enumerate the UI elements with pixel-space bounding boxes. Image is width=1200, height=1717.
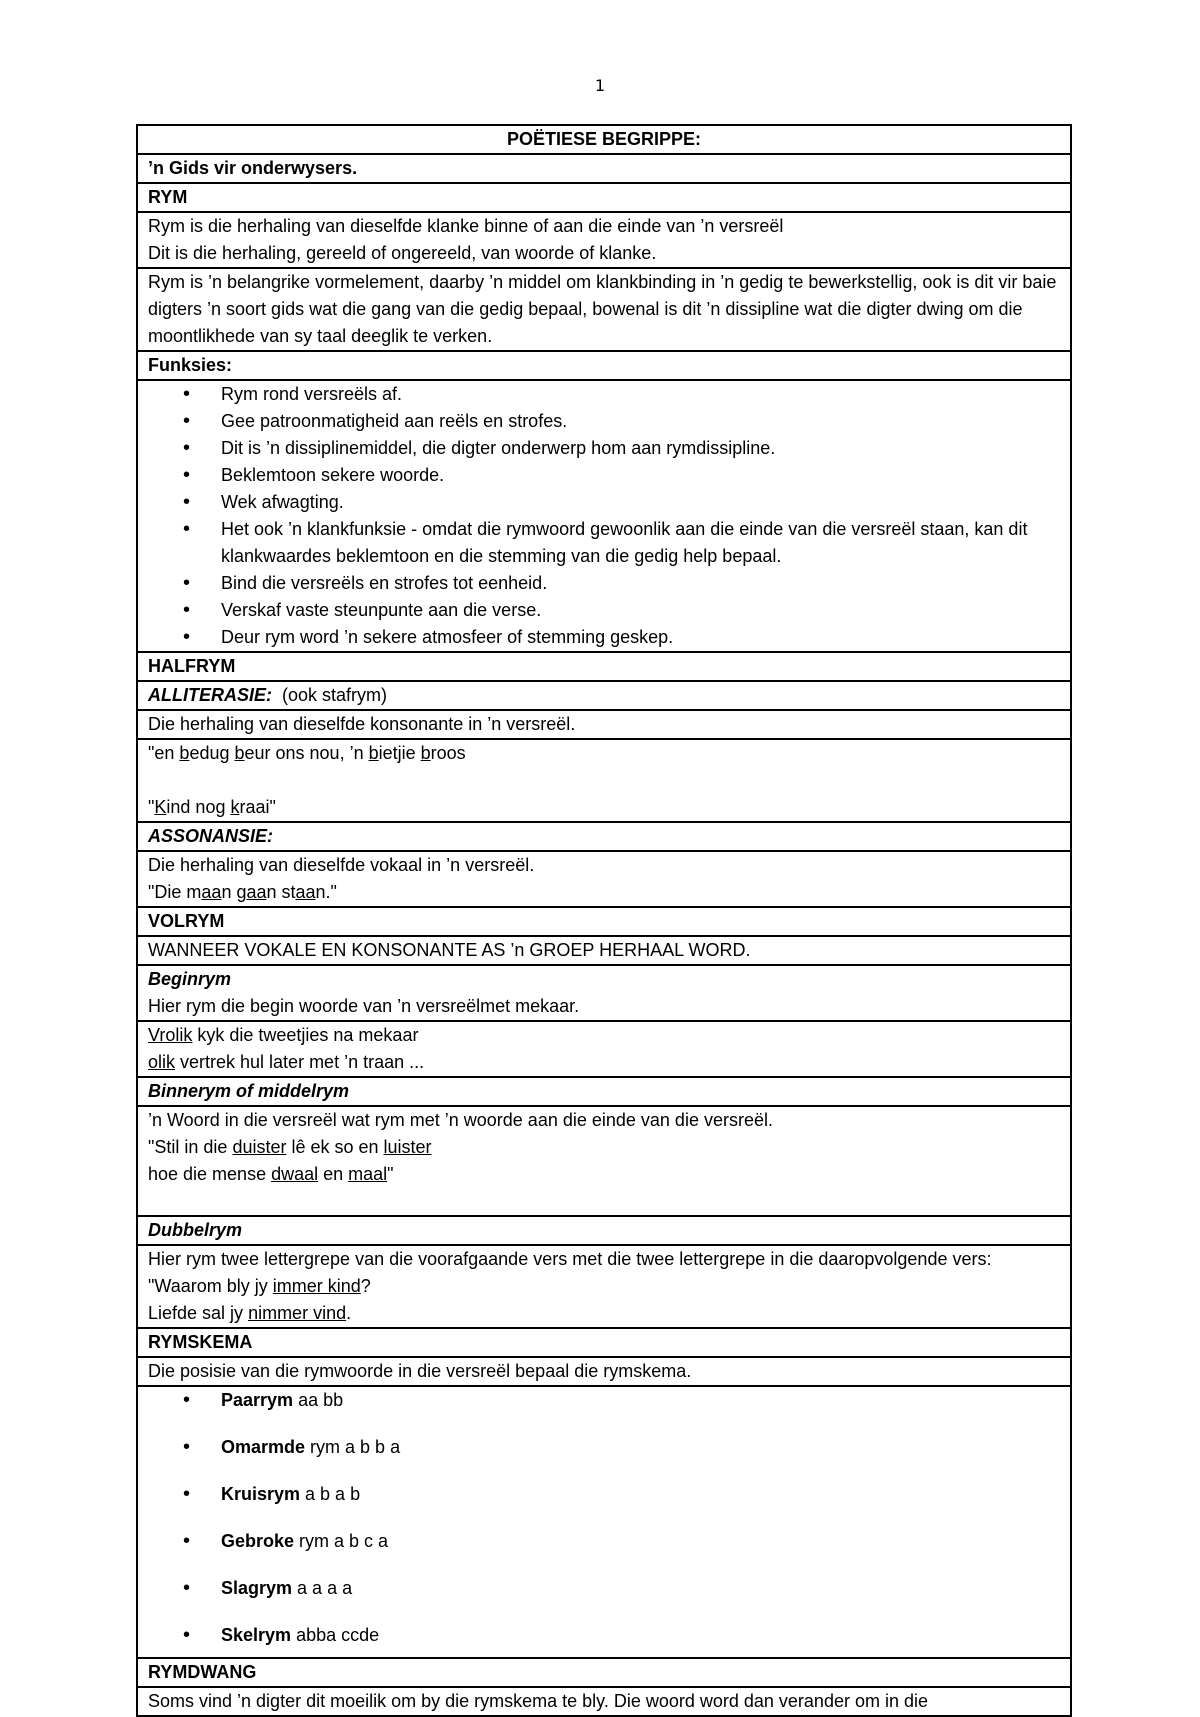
document-subtitle: ’n Gids vir onderwysers.: [137, 154, 1071, 183]
table-row: [137, 822, 1071, 851]
rymskema-list: [148, 1387, 1060, 1649]
funksies-list-cell: [137, 380, 1071, 652]
assonansie-example: "Die maan gaan staan.": [148, 882, 337, 902]
funksies-list: [148, 381, 1060, 651]
list-item: • Beklemtoon sekere woorde.: [221, 462, 1060, 489]
table-row: [137, 351, 1071, 380]
list-item: • Gebroke rym a b c a: [221, 1528, 1060, 1555]
list-item: • Dit is ’n dissiplinemiddel, die digter onderwerp hom aan rymdissipline.: [221, 435, 1060, 462]
table-row: [137, 212, 1071, 268]
halfrym-heading: HALFRYM: [137, 652, 1071, 681]
assonansie-cell: [137, 851, 1071, 907]
list-item: • Deur rym word ’n sekere atmosfeer of stemming geskep.: [221, 624, 1060, 651]
table-row: [137, 1687, 1071, 1716]
rymskema-heading: RYMSKEMA: [137, 1328, 1071, 1357]
beginrym-definition: Hier rym die begin woorde van ’n versreëlmet mekaar.: [148, 996, 580, 1016]
rym-paragraph: Rym is ’n belangrike vormelement, daarby ’n middel om klankbinding in ’n gedig te bewerkstellig, ook is dit vir baie digters ’n soort gids wat die gang van die gedig bepaal, bowenal is dit ’n dissipline wat die digter dwing om die moontlikhede van sy taal deeglik te verken.: [137, 268, 1071, 351]
alliterasie-example-cell: [137, 739, 1071, 822]
list-item: • Gee patroonmatigheid aan reëls en strofes.: [221, 408, 1060, 435]
beginrym-example-cell: [137, 1021, 1071, 1077]
alliterasie-heading: ALLITERASIE:: [148, 685, 272, 705]
table-row: [137, 739, 1071, 822]
binnerym-example-1: "Stil in die duister lê ek so en luister: [148, 1137, 432, 1157]
alliterasie-example-1: "en bedug beur ons nou, ’n bietjie broos: [148, 743, 466, 763]
table-row: [137, 652, 1071, 681]
alliterasie-note: (ook stafrym): [282, 685, 388, 705]
alliterasie-definition: Die herhaling van dieselfde konsonante in ’n versreël.: [137, 710, 1071, 739]
table-row: [137, 1106, 1071, 1216]
funksies-heading: Funksies:: [137, 351, 1071, 380]
rymskema-list-cell: [137, 1386, 1071, 1658]
dubbelrym-example-1: "Waarom bly jy immer kind?: [148, 1276, 371, 1296]
concepts-table: [136, 124, 1072, 1717]
assonansie-heading: ASSONANSIE:: [137, 822, 1071, 851]
beginrym-heading: Beginrym: [148, 969, 232, 989]
list-item: • Bind die versreëls en strofes tot eenheid.: [221, 570, 1060, 597]
list-item: • Slagrym a a a a: [221, 1575, 1060, 1602]
binnerym-cell: [137, 1106, 1071, 1216]
table-row: [137, 907, 1071, 936]
list-item: • Omarmde rym a b b a: [221, 1434, 1060, 1461]
binnerym-definition: ’n Woord in die versreël wat rym met ’n woorde aan die einde van die versreël.: [148, 1110, 773, 1130]
rym-definition-cell: [137, 212, 1071, 268]
list-item: • Skelrym abba ccde: [221, 1622, 1060, 1649]
rym-definition-1: Rym is die herhaling van dieselfde klanke binne of aan die einde van ’n versreël: [148, 216, 784, 236]
table-row: [137, 681, 1071, 710]
list-item: • Paarrym aa bb: [221, 1387, 1060, 1414]
table-row: [137, 1328, 1071, 1357]
table-row: [137, 380, 1071, 652]
page-number: 1: [594, 76, 606, 95]
beginrym-cell: [137, 965, 1071, 1021]
alliterasie-heading-cell: [137, 681, 1071, 710]
table-row: [137, 1658, 1071, 1687]
list-item: • Wek afwagting.: [221, 489, 1060, 516]
rym-heading: RYM: [137, 183, 1071, 212]
beginrym-example-2: olik vertrek hul later met ’n traan ...: [148, 1052, 425, 1072]
binnerym-example-2: hoe die mense dwaal en maal": [148, 1164, 394, 1184]
dubbelrym-example-2: Liefde sal jy nimmer vind.: [148, 1303, 352, 1323]
table-row: [137, 1357, 1071, 1386]
dubbelrym-heading: Dubbelrym: [137, 1216, 1071, 1245]
table-row: [137, 710, 1071, 739]
dubbelrym-definition: Hier rym twee lettergrepe van die voorafgaande vers met die twee lettergrepe in die daaropvolgende vers:: [148, 1249, 992, 1269]
table-row: [137, 183, 1071, 212]
table-row: [137, 268, 1071, 351]
volrym-definition: WANNEER VOKALE EN KONSONANTE AS ’n GROEP HERHAAL WORD.: [137, 936, 1071, 965]
rymskema-definition: Die posisie van die rymwoorde in die versreël bepaal die rymskema.: [137, 1357, 1071, 1386]
table-row: [137, 1245, 1071, 1328]
table-row: [137, 1216, 1071, 1245]
rymdwang-definition: Soms vind ’n digter dit moeilik om by die rymskema te bly. Die woord word dan verander om in die: [137, 1687, 1071, 1716]
table-row: [137, 1077, 1071, 1106]
table-row: [137, 1021, 1071, 1077]
table-row: [137, 1386, 1071, 1658]
beginrym-example-1: Vrolik kyk die tweetjies na mekaar: [148, 1025, 419, 1045]
assonansie-definition: Die herhaling van dieselfde vokaal in ’n versreël.: [148, 855, 535, 875]
binnerym-heading: Binnerym of middelrym: [137, 1077, 1071, 1106]
rymdwang-heading: RYMDWANG: [137, 1658, 1071, 1687]
table-row: [137, 936, 1071, 965]
dubbelrym-cell: [137, 1245, 1071, 1328]
list-item: • Het ook ’n klankfunksie - omdat die rymwoord gewoonlik aan die einde van die versreël staan, kan dit klankwaardes beklemtoon en die stemming van die gedig help bepaal.: [221, 516, 1060, 570]
list-item: • Rym rond versreëls af.: [221, 381, 1060, 408]
table-row: [137, 154, 1071, 183]
list-item: • Kruisrym a b a b: [221, 1481, 1060, 1508]
document-title: POËTIESE BEGRIPPE:: [137, 125, 1071, 154]
table-row: [137, 125, 1071, 154]
rym-definition-2: Dit is die herhaling, gereeld of ongereeld, van woorde of klanke.: [148, 243, 657, 263]
table-row: [137, 965, 1071, 1021]
volrym-heading: VOLRYM: [137, 907, 1071, 936]
alliterasie-example-2: "Kind nog kraai": [148, 797, 276, 817]
list-item: • Verskaf vaste steunpunte aan die verse.: [221, 597, 1060, 624]
table-row: [137, 851, 1071, 907]
